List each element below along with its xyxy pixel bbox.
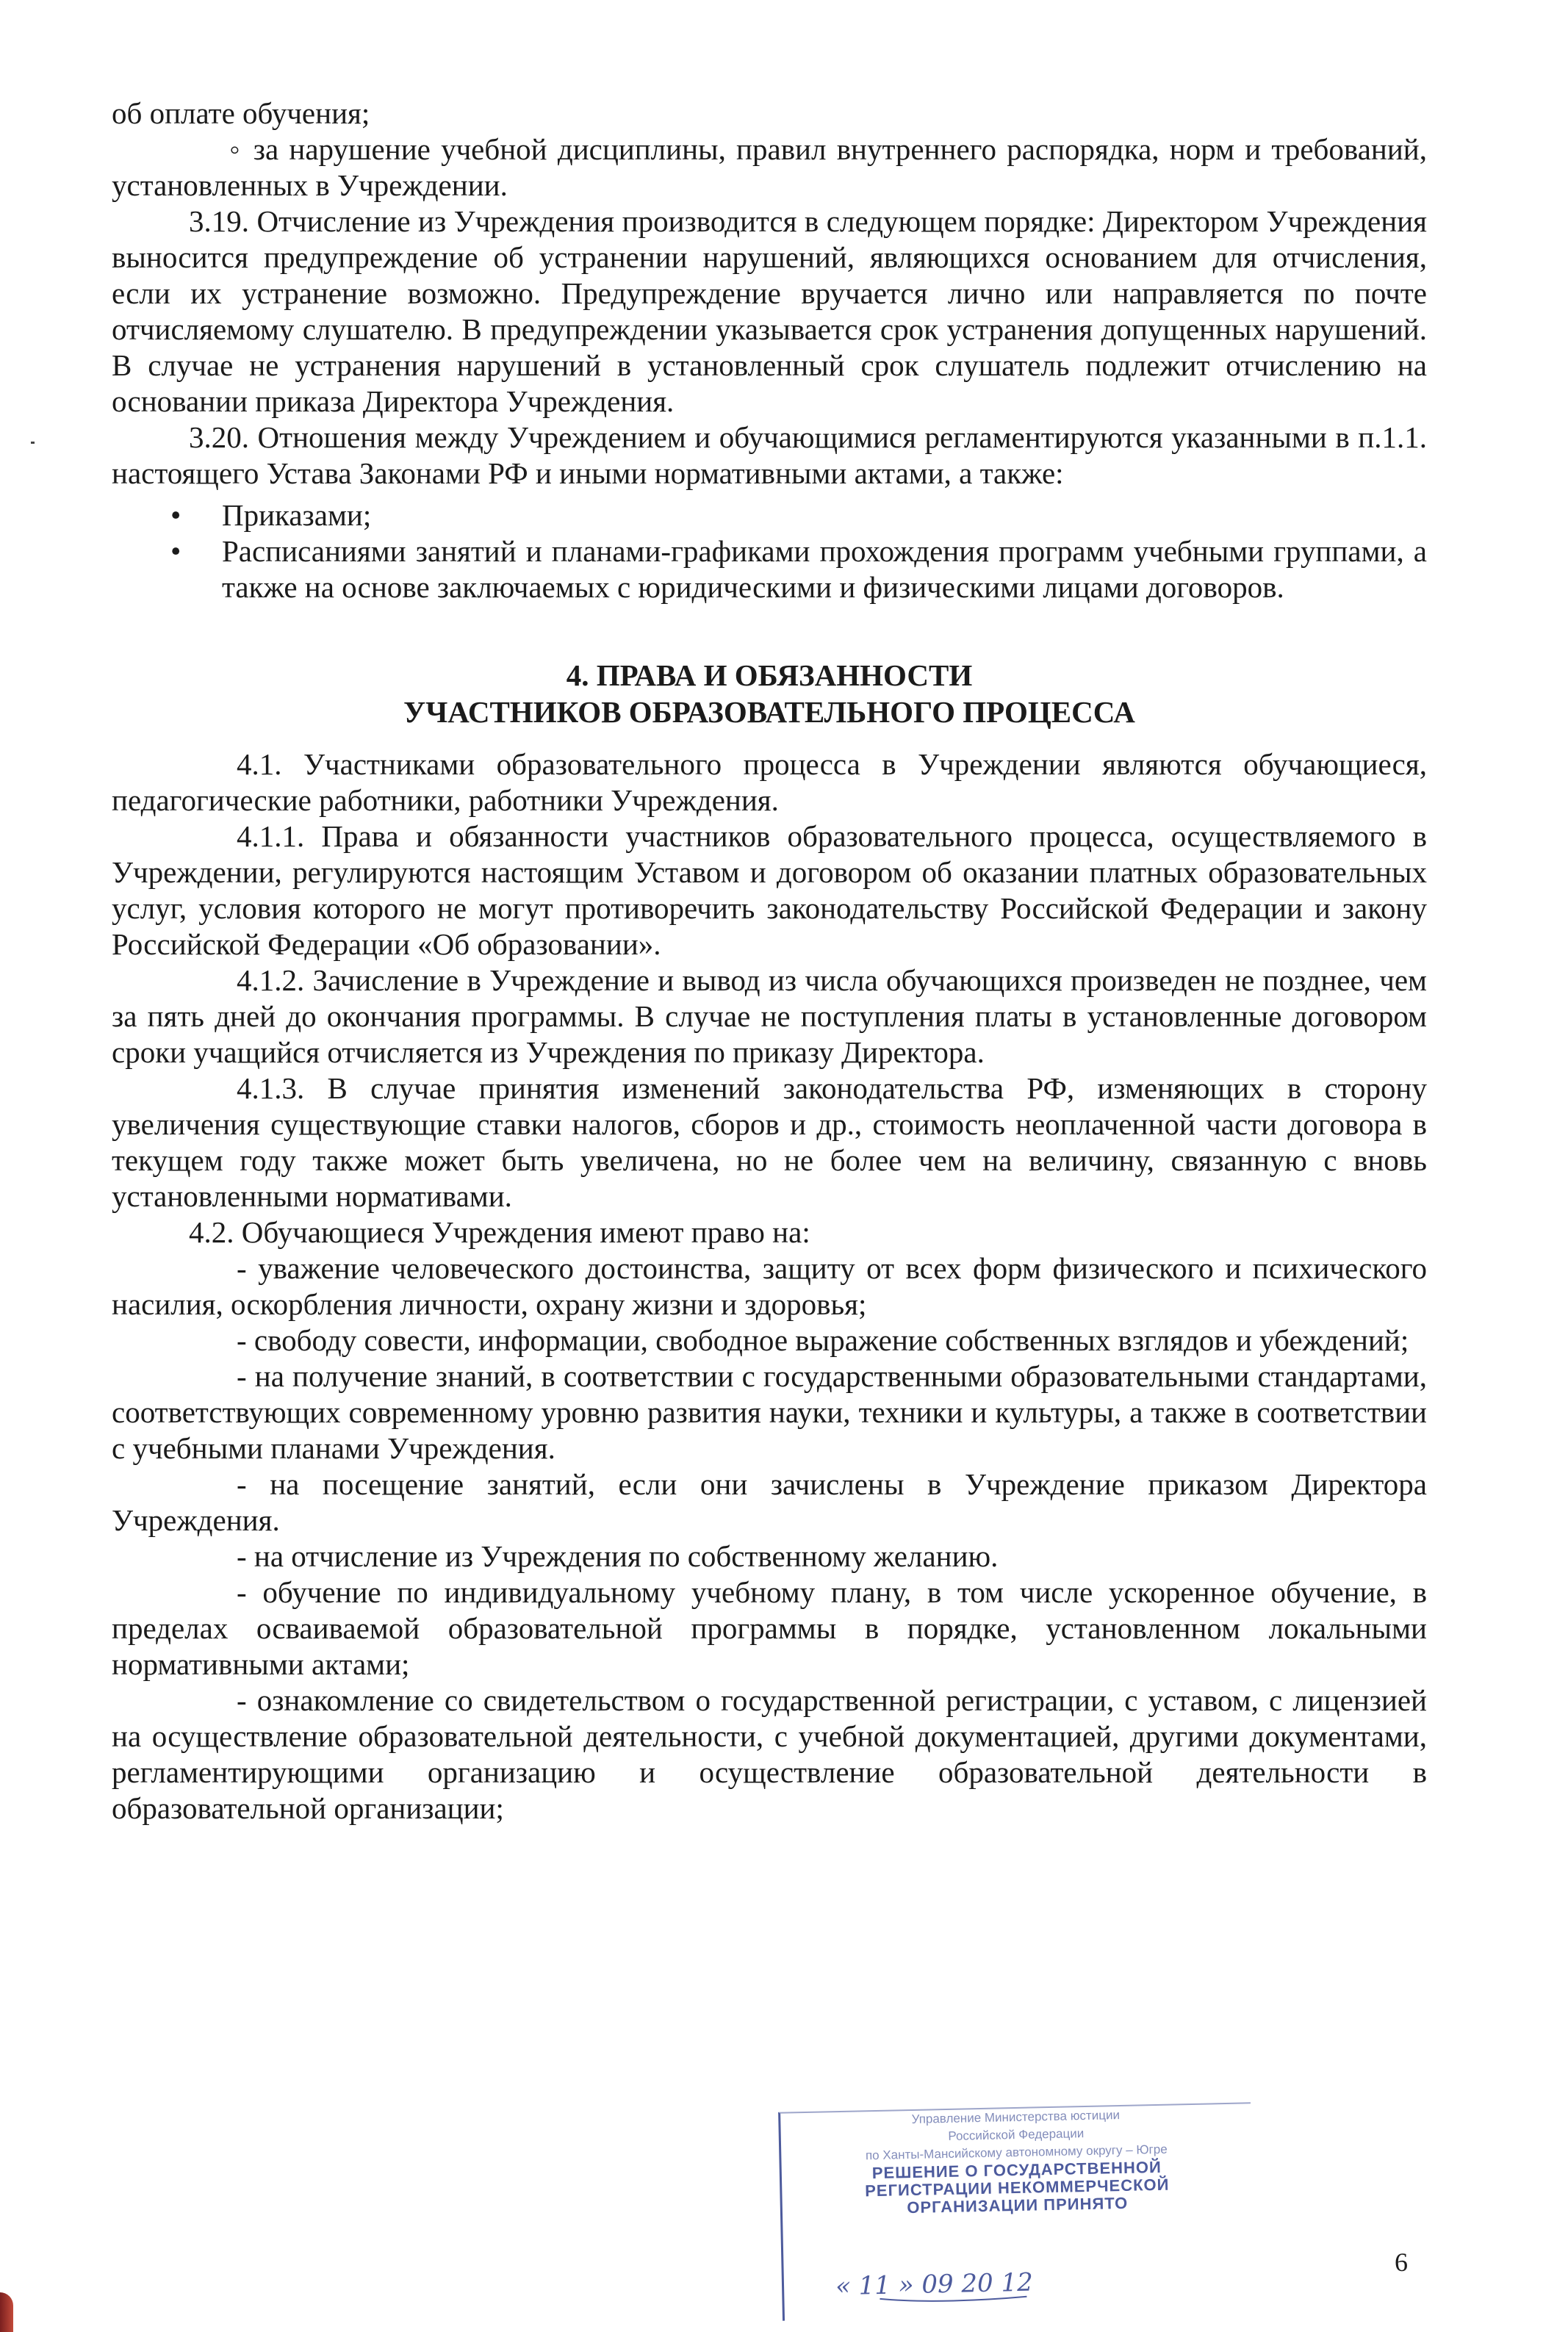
paragraph-4-1-1: 4.1.1. Права и обязанности участников образовательного процесса, осуществляемого в Учреждении, регулируются настоящим Уставом и договором об оказании платных образовательных услуг, условия которого не могут противоречить законодательству Российской Федерации и закону Российской Федерации «Об образовании». [112, 819, 1427, 961]
paragraph-4-1-3: 4.1.3. В случае принятия изменений законодательства РФ, изменяющих в сторону увеличения существующие ставки налогов, сборов и др., стоимость неоплаченной части договора в текущем году также может быть увеличена, но не более чем на величину, связанную с вновь установленными нормативами. [112, 1071, 1427, 1213]
paragraph-payment-tail: об оплате обучения; [112, 96, 370, 130]
stamp-handwritten-date [835, 2250, 1247, 2311]
section-heading-line-2: УЧАСТНИКОВ ОБРАЗОВАТЕЛЬНОГО ПРОЦЕССА [403, 695, 1135, 729]
bullet-list [112, 497, 1427, 605]
stamp-date-text: « 11 » 09 20 12 [835, 2267, 1034, 2302]
section-heading [112, 657, 1427, 730]
bullet-item-text: Приказами; [222, 498, 372, 532]
margin-dot [31, 442, 35, 444]
paragraph-3-19: 3.19. Отчисление из Учреждения производится в следующем порядке: Директором Учреждения выносится предупреждение об устранении нарушений, являющихся основанием для отчисления, если их устранение возможно. Предупреждение вручается лично или направляется по почте отчисляемому слушателю. В предупреждении указывается срок устранения допущенных нарушений. В случае не устранения нарушений в установленный срок слушатель подлежит отчислению на основании приказа Директора Учреждения. [112, 204, 1427, 418]
paragraph-3-20: 3.20. Отношения между Учреждением и обучающимися регламентируются указанными в п.1.1. настоящего Устава Законами РФ и иными нормативными актами, а также: [112, 420, 1427, 490]
document-body [112, 96, 1427, 1827]
right-item: - обучение по индивидуальному учебному плану, в том числе ускоренное обучение, в пределах осваиваемой образовательной программы в порядке, установленном локальными нормативными актами; [112, 1575, 1427, 1681]
bullet-item-text: Расписаниями занятий и планами-графиками прохождения программ учебными группами, а также на основе заключаемых с юридическими и физическими лицами договоров. [222, 534, 1427, 604]
stamp-line: ОРГАНИЗАЦИИ ПРИНЯТО [907, 2193, 1129, 2217]
section-heading-line-1: 4. ПРАВА И ОБЯЗАННОСТИ [566, 658, 973, 692]
paragraph-4-2: 4.2. Обучающиеся Учреждения имеют право на: [189, 1215, 810, 1249]
stamp-line: РЕШЕНИЕ О ГОСУДАРСТВЕННОЙ [871, 2157, 1162, 2183]
right-item: - уважение человеческого достоинства, защиту от всех форм физического и психического насилия, оскорбления личности, охрану жизни и здоровья; [112, 1251, 1427, 1321]
registration-stamp [778, 2102, 1255, 2320]
bullet-icon: • [170, 534, 181, 568]
paragraph-4-1: 4.1. Участниками образовательного процесса в Учреждении являются обучающиеся, педагогические работники, работники Учреждения. [112, 747, 1427, 817]
stamp-line: Управление Министерства юстиции [911, 2108, 1121, 2126]
bullet-item [112, 497, 1427, 533]
right-item: - ознакомление со свидетельством о государственной регистрации, с уставом, с лицензией на осуществление образовательной деятельности, с учебной документацией, другими документами, регламентирующими организацию и осуществление образовательной деятельности в образовательной организации; [112, 1683, 1427, 1825]
paragraph-4-1-2: 4.1.2. Зачисление в Учреждение и вывод из числа обучающихся произведен не позднее, чем за пять дней до окончания программы. В случае не поступления платы в установленные договором сроки учащийся отчисляется из Учреждения по приказу Директора. [112, 963, 1427, 1069]
right-item: - на получение знаний, в соответствии с государственными образовательными стандартами, соответствующих современному уровню развития науки, техники и культуры, а также в соответствии с учебными планами Учреждения. [112, 1359, 1427, 1465]
right-item: - свободу совести, информации, свободное выражение собственных взглядов и убеждений; [237, 1323, 1409, 1357]
stamp-line: РЕГИСТРАЦИИ НЕКОММЕРЧЕСКОЙ [864, 2175, 1170, 2200]
right-item: - на отчисление из Учреждения по собственному желанию. [237, 1539, 999, 1573]
page-number: 6 [1395, 2248, 1408, 2277]
bullet-item [112, 533, 1427, 605]
paragraph-discipline-violation: ◦ за нарушение учебной дисциплины, правил внутреннего распорядка, норм и требований, установленных в Учреждении. [112, 132, 1427, 202]
right-item: - на посещение занятий, если они зачислены в Учреждение приказом Директора Учреждения. [112, 1467, 1427, 1537]
page-edge-mark [0, 2292, 13, 2332]
stamp-line: по Ханты-Мансийскому автономному округу – Югре [865, 2142, 1168, 2163]
stamp-line: Российской Федерации [948, 2126, 1085, 2143]
bullet-icon: • [170, 498, 181, 532]
